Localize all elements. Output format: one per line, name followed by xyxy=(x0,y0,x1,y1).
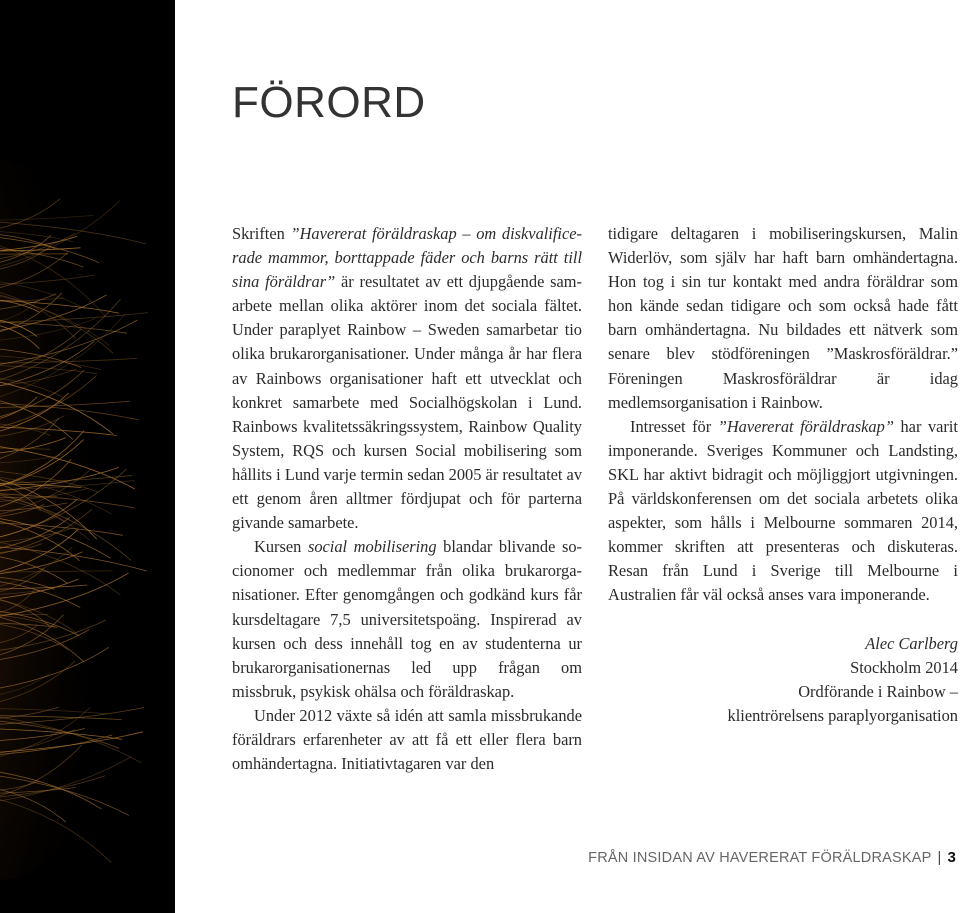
footer-separator: | xyxy=(937,850,942,866)
text-run: är resultatet av ett djupgående samarbete mellan olika aktörer inom det sociala fältet. Under paraplyet Rainbow – Sweden samarbetar tio olika brukarorganisationer. Under många år har flera av Rainbows organisationer haft ett utvecklat och konkret samarbete med Socialhögskolan i Lund. Rainbows kvalitetssäkringssystem, Rainbow Quality System, RQS och kursen Social mobilisering som hållits i Lund varje termin sedan 2005 är resultatet av ett genom åren alltmer fördjupat och för parterna givande samarbete. xyxy=(232,272,583,533)
text-run: Kursen xyxy=(254,537,308,557)
side-photo xyxy=(0,0,175,913)
text-run: blandar blivande socionomer och medlemmar från olika brukarorganisationer. Efter genomgången och godkänd kurs får kursdeltagare 7,5 universitetspoäng. Inspirerad av kursen och dess innehåll tog en av studenterna ur brukarorganisationernas led upp frågan om missbruk, psykisk ohälsa och föräldraskap. xyxy=(232,537,582,701)
right-column xyxy=(608,222,958,728)
page-title: FÖRORD xyxy=(232,78,426,127)
signature-block xyxy=(608,632,958,728)
page-footer xyxy=(588,849,956,866)
feather-grass-image xyxy=(0,0,175,913)
paragraph: Under 2012 växte så idén att samla missbrukande föräldrars erfarenheter av att få ett eller flera barn omhändertagna. Initiativtagaren var den xyxy=(232,705,582,774)
signature-place-year: Stockholm 2014 xyxy=(850,657,958,677)
text-run: har varit imponerande. Sveriges Kommuner och Landsting, SKL har aktivt bidragit och möjliggjort utgivningen. På världskonferensen om det sociala arbetets olika aspekter, som hålls i Melbourne sommaren 2014, kommer skriften att presenteras och diskuteras. Resan från Lund i Sverige till Melbourne i Australien får väl också anses vara imponerande. xyxy=(608,416,958,605)
signature-name: Alec Carlberg xyxy=(865,633,958,653)
running-title: FRÅN INSIDAN AV HAVERERAT FÖRÄLDRASKAP xyxy=(588,850,932,866)
paragraph xyxy=(608,415,958,608)
page-number: 3 xyxy=(947,849,956,866)
text-run: Intresset för xyxy=(630,416,718,436)
signature-role-line-2: klientrörelsens paraplyorganisation xyxy=(727,705,958,725)
book-title: ”Havererat föräldraskap” xyxy=(717,416,894,436)
course-name: social mobilisering xyxy=(307,537,437,557)
signature-role-line-1: Ordförande i Rainbow – xyxy=(798,681,958,701)
paragraph: tidigare deltagaren i mobiliseringskursen, Malin Widerlöv, som själv har haft barn omhändertagna. Hon tog i sin tur kontakt med andra föräldrar som hon kände sedan tidigare och som också hade fått barn omhändertagna. Nu bildades ett nätverk som senare blev stödföreningen ”Maskrosföräldrar.” Föreningen Maskrosföräldrar är idag medlemsorganisation i Rainbow. xyxy=(608,224,958,412)
book-title: ”Havererat föräldraskap – om diskvalificerade mammor, borttappade fäder och barns rätt till sina föräldrar” xyxy=(232,224,582,292)
paragraph xyxy=(232,222,582,535)
text-run: Skriften xyxy=(232,224,291,243)
left-column xyxy=(232,222,582,776)
paragraph xyxy=(232,535,582,704)
